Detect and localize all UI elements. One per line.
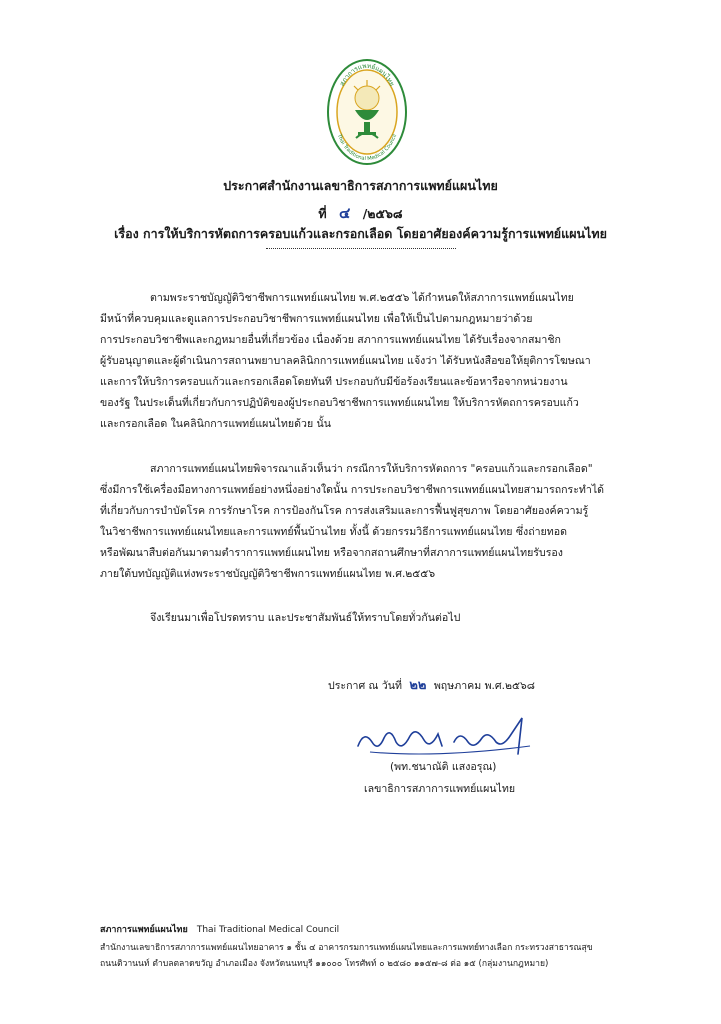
footer-address-line-1: สำนักงานเลขาธิการสภาการแพทย์แผนไทยอาคาร ๑ ชั้น ๔ อาคารกรมการแพทย์แผนไทยและการแพทย์ทางเลือก กระทรวงสาธารณสุข <box>100 943 593 953</box>
paragraph-line: ภายใต้บทบัญญัติแห่งพระราชบัญญัติวิชาชีพการแพทย์แผนไทย พ.ศ.๒๕๕๖ <box>100 568 436 580</box>
dotted-separator <box>266 248 456 249</box>
footer-org-en: Thai Traditional Medical Council <box>196 925 340 935</box>
paragraph-line: มีหน้าที่ควบคุมและดูแลการประกอบวิชาชีพการแพทย์แผนไทย เพื่อให้เป็นไปตามกฎหมายว่าด้วย <box>100 313 533 325</box>
body-paragraph-1 <box>100 288 625 435</box>
body-paragraph-2 <box>100 459 625 585</box>
paragraph-line: หรือพัฒนาสืบต่อกันมาตามตำราการแพทย์แผนไทย หรือจากสถานศึกษาที่สภาการแพทย์แผนไทยรับรอง <box>100 547 563 559</box>
council-logo <box>326 58 408 166</box>
announcement-title: ประกาศสำนักงานเลขาธิการสภาการแพทย์แผนไทย <box>223 178 498 193</box>
footer-org <box>100 922 339 936</box>
paragraph-line: และการให้บริการครอบแก้วและกรอกเลือดโดยทันที ประกอบกับมีข้อร้องเรียนและข้อหารือจากหน่วยงาน <box>100 376 568 388</box>
announcement-date <box>328 674 535 695</box>
date-prefix: ประกาศ ณ วันที่ <box>328 680 402 692</box>
announcement-subject: เรื่อง การให้บริการหัตถการครอบแก้วและกรอกเลือด โดยอาศัยองค์ความรู้การแพทย์แผนไทย <box>114 226 607 241</box>
signer-position: เลขาธิการสภาการแพทย์แผนไทย <box>364 783 516 795</box>
paragraph-line: สภาการแพทย์แผนไทยพิจารณาแล้วเห็นว่า กรณีการให้บริการหัตถการ "ครอบแก้วและกรอกเลือด" <box>150 463 593 475</box>
logo-ring-text-en: Thai Traditional Medical Council <box>335 133 399 163</box>
date-day-handwritten: ๒๒ <box>409 678 427 693</box>
paragraph-line: และกรอกเลือด ในคลินิกการแพทย์แผนไทยด้วย นั้น <box>100 418 331 430</box>
date-suffix: พฤษภาคม พ.ศ.๒๕๖๘ <box>433 680 535 692</box>
number-prefix: ที่ <box>318 206 327 221</box>
signer-name: (พท.ชนาณัติ แสงอรุณ) <box>390 761 497 773</box>
paragraph-line: การประกอบวิชาชีพและกฎหมายอื่นที่เกี่ยวข้อง เนื่องด้วย สภาการแพทย์แผนไทย ได้รับเรื่องจากสมาชิก <box>100 334 561 346</box>
logo-ring-text-thai: สภาการแพทย์แผนไทย <box>337 61 397 88</box>
paragraph-line: ของรัฐ ในประเด็นที่เกี่ยวกับการปฏิบัติของผู้ประกอบวิชาชีพการแพทย์แผนไทย ให้บริการหัตถการครอบแก้ว <box>100 397 579 409</box>
body-paragraph-3: จึงเรียนมาเพื่อโปรดทราบ และประชาสัมพันธ์ให้ทราบโดยทั่วกันต่อไป <box>150 612 461 624</box>
paragraph-line: ผู้รับอนุญาตและผู้ดำเนินการสถานพยาบาลคลินิกการแพทย์แผนไทย แจ้งว่า ได้รับหนังสือขอให้ยุติการโฆษณา <box>100 355 591 367</box>
handwritten-signature <box>350 712 550 762</box>
announcement-number <box>0 201 721 225</box>
footer-org-thai: สภาการแพทย์แผนไทย <box>100 925 188 935</box>
paragraph-line: ในวิชาชีพการแพทย์แผนไทยและการแพทย์พื้นบ้านไทย ทั้งนี้ ด้วยกรรมวิธีการแพทย์แผนไทย ซึ่งถ่ายทอด <box>100 526 567 538</box>
number-suffix: /๒๕๖๘ <box>362 206 403 221</box>
paragraph-line: ที่เกี่ยวกับการบำบัดโรค การรักษาโรค การป้องกันโรค การส่งเสริมและการฟื้นฟูสุขภาพ โดยอาศัยองค์ความรู้ <box>100 505 589 517</box>
footer-address-line-2: ถนนติวานนท์ ตำบลตลาดขวัญ อำเภอเมือง จังหวัดนนทบุรี ๑๑๐๐๐ โทรศัพท์ ๐ ๒๕๘๐ ๑๑๕๗-๘ ต่อ ๑๕ (กลุ่มงานกฎหมาย) <box>100 959 549 969</box>
paragraph-line: ซึ่งมีการใช้เครื่องมือทางการแพทย์อย่างหนึ่งอย่างใดนั้น การประกอบวิชาชีพการแพทย์แผนไทยสามารถกระทำได้ <box>100 484 605 496</box>
number-handwritten: ๔ <box>339 204 351 222</box>
paragraph-line: ตามพระราชบัญญัติวิชาชีพการแพทย์แผนไทย พ.ศ.๒๕๕๖ ได้กำหนดให้สภาการแพทย์แผนไทย <box>150 292 574 304</box>
